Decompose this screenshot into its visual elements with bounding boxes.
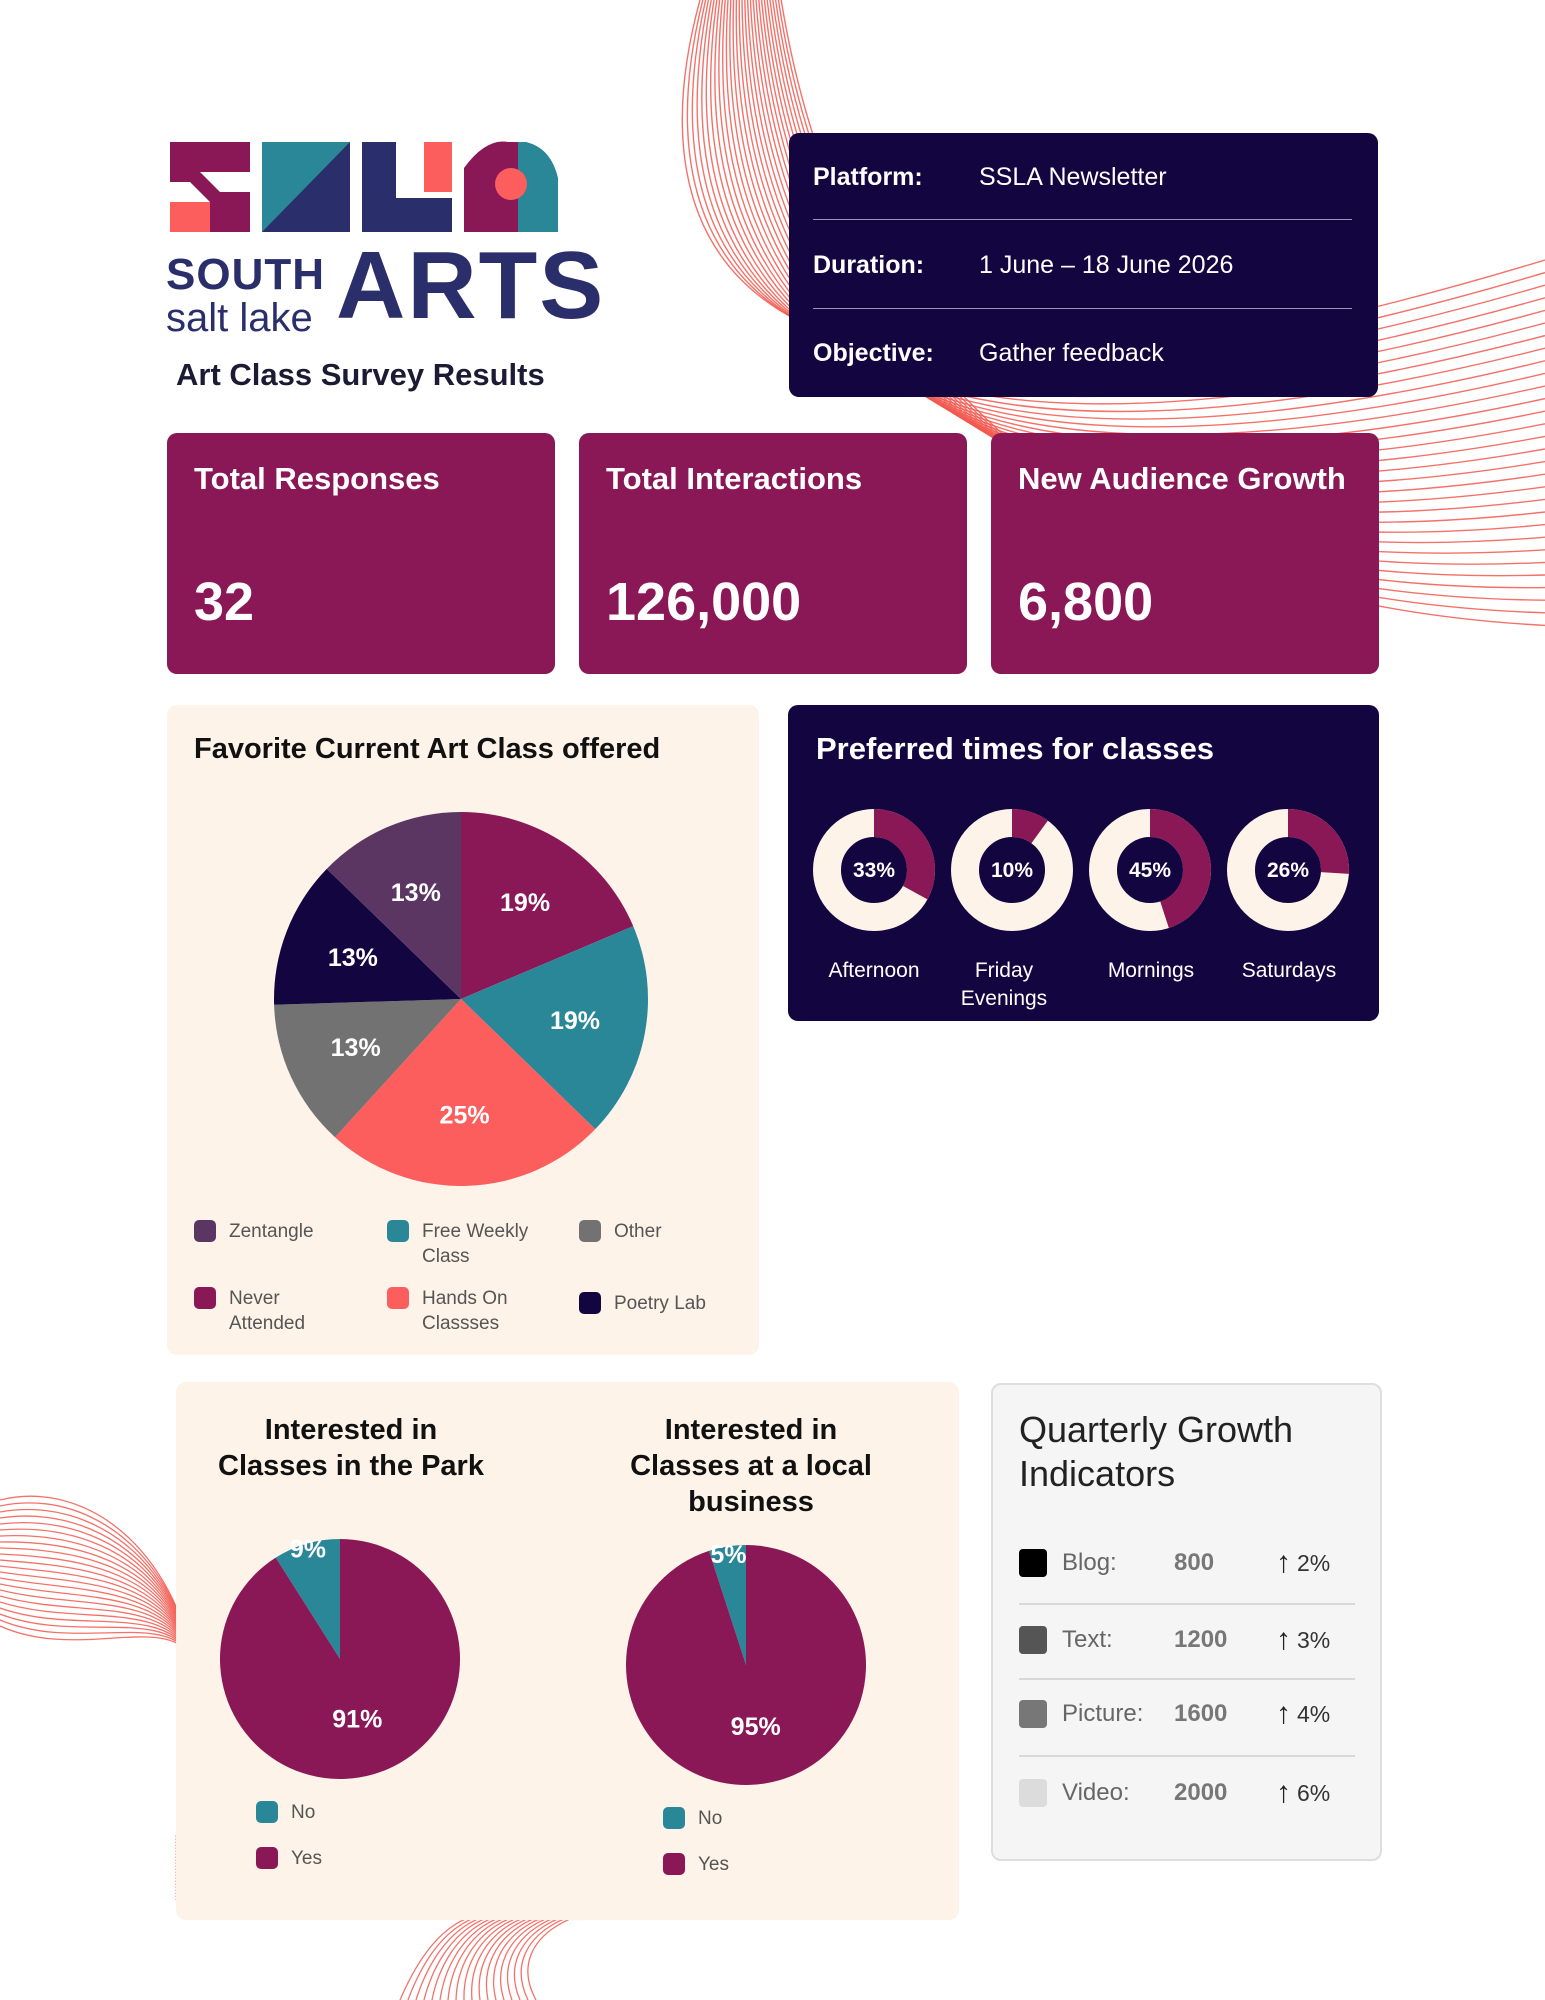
- kpi-card-total-interactions: [579, 433, 967, 674]
- legend-label: Poetry Lab: [614, 1293, 706, 1314]
- arrow-up-icon: ↑: [1276, 1776, 1291, 1809]
- row-value: 2000: [1174, 1779, 1228, 1806]
- pie-data-label: 9%: [289, 1537, 326, 1564]
- legend-swatch: [256, 1801, 278, 1823]
- row-value: 1600: [1174, 1700, 1228, 1727]
- donut-label-afternoon: Afternoon: [828, 959, 920, 982]
- interest-panel: [176, 1382, 959, 1920]
- kpi-value: 32: [194, 572, 255, 632]
- logo-salt-lake-text: salt lake: [166, 296, 313, 340]
- park-title-line: Classes in the Park: [218, 1450, 484, 1482]
- wave-line: [0, 1523, 202, 1888]
- arrow-up-icon: ↑: [1276, 1623, 1291, 1656]
- objective-row: [813, 309, 1352, 397]
- survey-info-panel: [789, 133, 1378, 397]
- legend-item-poetry-lab: [579, 1291, 706, 1316]
- pie-data-label: 19%: [549, 1007, 600, 1036]
- wave-line: [0, 1608, 202, 1846]
- arrow-up-icon: ↑: [1276, 1697, 1291, 1730]
- legend-item-hands-on-classes: [387, 1286, 537, 1336]
- quarterly-row-video: [1019, 1773, 1355, 1813]
- legend-item-never-attended: [194, 1286, 334, 1336]
- legend-label: Never Attended: [229, 1288, 306, 1334]
- park-chart-title: [186, 1412, 516, 1484]
- logo-south-text: SOUTH: [166, 250, 325, 299]
- donut-value-label: 45%: [1128, 859, 1172, 882]
- legend-swatch: [387, 1287, 409, 1309]
- row-label: Video:: [1062, 1779, 1130, 1806]
- wave-line: [0, 1620, 202, 1840]
- legend-item-zentangle: [194, 1219, 314, 1244]
- info-divider: [813, 219, 1352, 220]
- quarterly-growth-title: [1019, 1408, 1293, 1496]
- pie-data-label: 5%: [710, 1543, 747, 1570]
- donut-label-saturdays: Saturdays: [1241, 959, 1337, 982]
- legend-swatch: [579, 1292, 601, 1314]
- row-change: 4%: [1297, 1700, 1331, 1727]
- platform-row: [813, 133, 1352, 221]
- row-label: Picture:: [1062, 1700, 1144, 1727]
- row-change: 3%: [1297, 1626, 1331, 1653]
- donut-label-mornings: Mornings: [1107, 959, 1195, 982]
- kpi-value: 6,800: [1018, 572, 1154, 632]
- logo-arts-text: ARTS: [336, 232, 606, 339]
- legend-label: Hands On Classses: [422, 1288, 508, 1334]
- quarterly-row-blog: [1019, 1543, 1355, 1583]
- business-legend-yes: [663, 1852, 729, 1877]
- page-subtitle: Art Class Survey Results: [176, 357, 545, 392]
- preferred-times-panel: [788, 705, 1379, 1021]
- wave-line: [0, 1626, 202, 1837]
- quarterly-row-picture: [1019, 1694, 1355, 1734]
- pie-data-label: 13%: [327, 943, 378, 972]
- quarterly-row-text: [1019, 1620, 1355, 1660]
- row-swatch: [1019, 1700, 1047, 1728]
- donut-arc-afternoon: [874, 823, 921, 893]
- row-label: Text:: [1062, 1626, 1113, 1653]
- row-label: Blog:: [1062, 1549, 1117, 1576]
- kpi-label: Total Responses: [194, 461, 440, 496]
- row-swatch: [1019, 1779, 1047, 1807]
- ssla-logo: [166, 138, 596, 238]
- donut-value-label: 33%: [852, 859, 896, 882]
- legend-label: No: [291, 1802, 316, 1823]
- legend-swatch: [256, 1847, 278, 1869]
- pie-data-label: 19%: [500, 889, 551, 918]
- pie-data-label: 95%: [730, 1712, 781, 1741]
- pie-data-label: 13%: [390, 878, 441, 907]
- legend-swatch: [579, 1220, 601, 1242]
- legend-label: Yes: [698, 1854, 729, 1875]
- wave-line: [0, 1614, 202, 1843]
- legend-item-other: [579, 1219, 662, 1244]
- pie-data-label: 25%: [439, 1101, 490, 1130]
- preferred-times-title: Preferred times for classes: [816, 731, 1215, 766]
- row-change: 2%: [1297, 1549, 1331, 1576]
- business-chart-title: [581, 1412, 921, 1520]
- kpi-card-total-responses: [167, 433, 555, 674]
- duration-row: [813, 221, 1352, 309]
- objective-value: Gather feedback: [979, 338, 1164, 367]
- pie-slice-yes: [220, 1539, 460, 1779]
- wave-line: [400, 1914, 520, 2000]
- legend-label: No: [698, 1808, 723, 1829]
- kpi-label: Total Interactions: [606, 461, 863, 496]
- favorite-class-pie-chart: [270, 808, 652, 1190]
- arrow-up-icon: ↑: [1276, 1546, 1291, 1579]
- row-change: 6%: [1297, 1779, 1331, 1806]
- park-legend-no: [256, 1800, 315, 1825]
- favorite-class-title: Favorite Current Art Class offered: [194, 733, 661, 765]
- business-legend-no: [663, 1806, 722, 1831]
- legend-label: Zentangle: [229, 1221, 314, 1242]
- wave-line: [521, 1914, 597, 2000]
- wave-line: [514, 1914, 592, 2000]
- donut-value-label: 26%: [1266, 859, 1310, 882]
- business-pie-chart: [624, 1543, 868, 1787]
- pie-data-label: 91%: [332, 1705, 383, 1734]
- duration-label: Duration:: [813, 250, 925, 279]
- duration-value: 1 June – 18 June 2026: [979, 250, 1234, 279]
- row-divider: [1019, 1755, 1355, 1757]
- business-title-line: Interested in: [664, 1414, 838, 1446]
- donut-value-label: 10%: [990, 859, 1034, 882]
- pie-slice-yes: [626, 1545, 866, 1785]
- row-divider: [1019, 1678, 1355, 1680]
- row-value: 800: [1174, 1549, 1215, 1576]
- legend-swatch: [663, 1807, 685, 1829]
- legend-label: Yes: [291, 1848, 322, 1869]
- row-divider: [1019, 1603, 1355, 1605]
- wave-line: [0, 1536, 202, 1882]
- row-value: 1200: [1174, 1626, 1228, 1653]
- business-title-line: business: [688, 1486, 814, 1518]
- wave-line: [0, 1509, 202, 1894]
- legend-swatch: [663, 1853, 685, 1875]
- legend-swatch: [194, 1220, 216, 1242]
- wave-line: [528, 1914, 602, 2000]
- legend-label: Other: [614, 1221, 662, 1242]
- platform-label: Platform:: [813, 162, 923, 191]
- row-swatch: [1019, 1626, 1047, 1654]
- park-pie-chart: [218, 1537, 462, 1781]
- donut-label-friday-evenings: Friday Evenings: [960, 959, 1048, 1010]
- business-title-line: Classes at a local: [630, 1450, 872, 1482]
- legend-swatch: [194, 1287, 216, 1309]
- donut-arc-friday-evenings: [1012, 823, 1040, 832]
- kpi-label: New Audience Growth: [1018, 461, 1346, 496]
- wave-line: [0, 1503, 202, 1897]
- objective-label: Objective:: [813, 338, 934, 367]
- legend-label: Free Weekly Class: [422, 1221, 529, 1267]
- quarterly-title-line: Quarterly Growth: [1019, 1409, 1294, 1450]
- legend-swatch: [387, 1220, 409, 1242]
- quarterly-title-line: Indicators: [1019, 1453, 1176, 1494]
- pie-data-label: 13%: [330, 1034, 381, 1063]
- platform-value: SSLA Newsletter: [979, 162, 1167, 191]
- quarterly-growth-panel: [991, 1383, 1382, 1861]
- legend-item-free-weekly-class: [387, 1219, 557, 1269]
- wave-line: [0, 1584, 202, 1858]
- wave-line: [0, 1516, 202, 1891]
- kpi-value: 126,000: [606, 572, 802, 632]
- park-legend-yes: [256, 1846, 322, 1871]
- kpi-card-new-audience-growth: [991, 433, 1379, 674]
- row-swatch: [1019, 1549, 1047, 1577]
- park-title-line: Interested in: [264, 1414, 438, 1446]
